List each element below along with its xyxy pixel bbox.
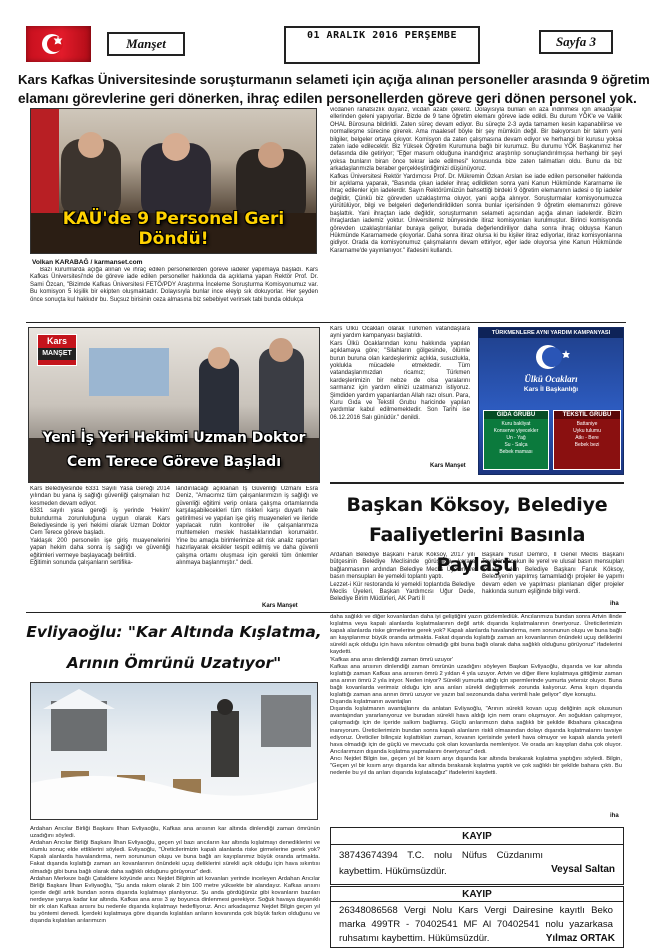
poster-title: TÜRKMENLERE AYNI YARDIM KAMPANYASI — [479, 328, 623, 338]
kau-photo-caption: KAÜ'de 9 Personel Geri Döndü! — [62, 209, 285, 249]
poster-name-2: Kars İl Başkanlığı — [523, 386, 579, 393]
kayip-2-name: Yılmaz ORTAK — [542, 933, 615, 944]
evliyaoglu-title-1: Evliyaoğlu: "Kar Altında Kışlatma, — [26, 623, 322, 641]
page-number — [539, 30, 613, 54]
poster-name-1: Ülkü Ocakları — [524, 374, 578, 384]
main-headline — [18, 70, 650, 108]
poster-gida-box — [483, 410, 549, 470]
koksoy-column-1: Ardahan Belediye Başkanı Faruk Köksoy, 2017 yılı bütçesinin Belediye Meclisinde görüşüldü, karara bağlanmasının ardından Belediye Meclis Üyeleri ve basın mensupları ile yemekli toplantı yaptı. Lezzet-i Kür restoranda ki yemekli toplantıda Belediye Meclis Üyeleri, Başkan Yardımcısı Uğur Dede, Belediye Birim Müdürleri, AK Parti İl — [330, 552, 475, 603]
kayip-2-label: KAYIP — [462, 889, 492, 900]
evliyaoglu-right-column: daha sağlıklı ve diğer kovanlardan daha iyi geliştiğini yazın gözlemlediük. Ancılarımıza bundan sonra Artvin ilinde kışlatma veya kapalı alanlarda kışlatmalarının değil artık dışarıda kışlatmalarının öneriyoruz. Üreticilerimizin kapalı alanlarda riske girmelerine gerek yok? Kapalı alanlarda havalandırma, nem sorununun oluşu ve buna bağlı arı kayıplarımız büyük oranda artmakta. Fakat dışarıda kışlattığı zaman arı kovanlarının önündeki uçuş deliklerini sürekli açık olduğu için hava sıkıntısı olmadığı gibi buna bağlı olarak daha sağlıklı olduğunu görüyoruz" ifadelerini kaydetti. 'Kafkas ana arısı dinlendiği zaman ömrü uzuyor' Kafkas ana arısının dinlendiği zaman ömrünün uzadığını söyleyen Başkan Evliyaoğlu, dışarıda ve kar altında kışlattığı zaman Kafkas ana arısının ömrü 2 yıldan 4 yıla uzuyor. Artvin ve diğer illere kışlatmaya gittiğimiz zaman ana arının ömrü 2 yıla iniyor. Neden iniyor? Sürekli yumurta attığı için spermlerinde yumurta yetersiz oluyor. Buna bağlı kovanlarda verimsiz olduğu için ana arıları sürekli değiştirmek zorunda kalıyoruz. Ama kışın dışarıda kışlattığı zaman ana arının ömrü uzuyor ve yazın bal sezonunda daha verimli hale geliyor" diye konuştu. Dışarıda kışlatmanın avantajları Dışarıda kışlatmanın avantajlarını da anlatan Evliyaoğlu, "Arının sürekli kovan uçuş deliğinin açık olusunun avantajından yararlanıyoruz ve buradan sürekli hava aldığı için nem oranı oluşmuyor. Arı soğuktan çalışmıyor, çalışmadığı için de içeride salkım bağlamış. Güçlü arılarımızın daha sağlıklı bir şekilde ilkbahara çıkacağına inanıyorum. Üreticilerimizin bundan sonra kapalı alanların riskli olmasından dolayı dışarıda kışlatmalarını tavsiye ediyoruz. Üreticiler bilinçsiz kışlattıkları zaman, kovanın içerisinde yeterli hava olmuyor ve kapalı alanda yeterli hava olmadığı için de güçlü ve mevcudu çok olan kovanlarda nemleniyor. Ve orada arı kayıpları daha çok oluyor. Arıcılarımızın dışarıda kışlatma yapmalarını öneriyoruz" dedi. Arıcı Nejdet Bilgin ise, geçen yıl bir kısım arıyı dışarıda kar altında bırakarak kışlatma yaptığını söyledi. Bilgin, "Geçen yıl bir kısım arıyı dışarıda kar altında bırakarak kışlatma yaptık ve çok sağlıklı bir şekilde bahara çıktı. Bu nedenle bu yıl da arıları dışarıda kışlatacağız" ifadelerini kaydetti. — [330, 614, 622, 777]
kayip-2-rule — [331, 901, 623, 902]
poster-gida-title: GIDA GRUBU — [484, 411, 548, 419]
ulku-signature: Kars Manşet — [430, 463, 466, 469]
doktor-photo — [28, 327, 320, 483]
doktor-caption-1: Yeni İş Yeri Hekimi Uzman Doktor — [42, 430, 306, 446]
poster-tekstil-items: Battaniye Uyku tulumu Atkı - Bere Bebek bezi — [573, 421, 601, 448]
crescent-icon — [522, 342, 582, 372]
kau-photo — [30, 108, 317, 254]
kayip-1-name: Veysal Saltan — [551, 864, 615, 875]
kau-body: Bazı kurumlarda açığa alınan ve ihraç edilen personellerden göreve iadeler yapılmaya başladı. Kars Kafkas Üniversitesi'nde de göreve iade edilen personeller hakkında da açıklama yapan Rektör Prof. Dr. Sami Özcan, "Bizimde Kafkas Üniversitesi FETÖ/PDY Araştırma İnceleme Soruşturma Komisyonumuz var. Bu komisyon 5 kişilik bir ekipten oluşmaktadır. Dolayısıyla bunlar ince eleyip sık dokuyorlar. Her şeyden önce sonuçta kul hakkıdır bu. Suçsuz birisinin ceza almasına biz sebebiyet verirsek tabi bunda oldukça — [30, 267, 318, 303]
koksoy-source: iha — [610, 601, 619, 607]
poster-tekstil-title: TEKSTİL GRUBU — [554, 411, 620, 419]
section-label — [107, 32, 185, 56]
kayip-notice-1 — [330, 827, 624, 885]
poster-gida-items: Kuru bakliyat Konserve yiyecekler Un - Yağ Su - Salça Bebek maması — [493, 421, 539, 455]
kars-manset-logo — [37, 334, 77, 366]
crescent-star-icon — [26, 26, 91, 62]
issue-date: 01 ARALIK 2016 PERŞEMBE — [307, 30, 457, 41]
doktor-signature: Kars Manşet — [262, 603, 298, 609]
kau-byline: Volkan KARABAĞ / karmanset.com — [32, 259, 143, 266]
logo-brand-bottom: MANŞET — [38, 348, 76, 360]
kayip-1-rule — [331, 844, 623, 845]
kau-right-column: vicdanen rahatsızlık duyarız, vicdan azabı çekeriz. Dolayısıyla bunları en aza indirilmesi için arkadaşlar ellerinden geleni yapıyorlar. Bizde de 9 tane öğretim elemanı göreve iade edildi. Bu durum YÖK'e ve Valilik OHAL Bürosuna bildirildi. Zaten süreç devam ediyor. Bu süreçte 2-3 ayda tamamen kesin kapanabilirse ve normalleşme sürecine girerek. Ama maalesef böyle bir şey mümkün değil. Bir bakıyorsun bir takım yeni bilgiler, belgeler ortaya çıkıyor. Komisyon da zaten çalışmasına devam ediyor ve herhangi bir kurusu yoksa zaten iade edilecektir. Biz Yüksek Öğretim Kurumuna bağlı bir kurumuz. Bu durumu YÖK Başkanımız her defasında dile getiriyor; "Eğer masum olduğuna inandığınız araştırılıp sonuçlandırılmışsa herhangi bir şeyi yoksa bunların biran önce tekrar iade edilmesi" konusunda bize zaten talimatları oldu. Bunu da biz arkadaşlarımızla beraber gerçekleştirdiğimizi düşünüyoruz. Kafkas Üniversitesi Rektör Yardımcısı Prof. Dr. Mükremin Özkan Arslan ise iade edilen personeller hakkında bir açıklama yaparak, "Basında çıkan iadeler ihraç edildikten sonra yani Kanun Hükmünde Kararname ile ihraç edilenler için iadelerdir. Sayın Rektörümüzün bahsettiği birdeki 9 öğretim elemanının iadesi o tip iadeler değildir, Çünkü biz görevden uzaklaştırma oluyor, yani açığa alınıyor. Soruşturmalar komisyonumuzca yürütülüyor, bilgi ve belgeleri değerlendirildikten sonra bunlar içerisinden 9 öğretim elemanımızı göreve başlattık. Yani ihraçtan iade değildir, soruşturmanın selameti açısından açığa alınan iadelerdir. Bizim ihraçlardan iademiz yoktur. Üniversitemiz bünyesinde itiraz komisyonları kurulmuştur. Birinci komisyonda görevden uzaklaştırılanlar buraya geliyor, burada değerlendiriliyor daha sonra ihraç olduysa Kanun Hükmünde Kararnamede çıkıyorlar. Daha sonra itiraz olursa ki bu kişiler itiraz ediyorlar, itiraz komisyonlarına gidiyor. Orada da komisyonumuz çalışmalarını devam ettiriyor, eğer iade oluyorsa yine Kanun Hükmünde Kararname'de yayınlanıyor." ifadesini kullandı. — [330, 107, 622, 254]
headline-line-1: Kars Kafkas Üniversitesinde soruşturmanın selameti için açığa alınan personeller arasında 9 öğretim — [18, 72, 650, 87]
doktor-column-2: landırılacağı açıklanan İş Güvenliği Uzmanı Esra Deniz, "Amacımız tüm çalışanlarımızın iş sağlığı ve güvenliği eğitimi verip onlara çalışma ortamlarında karşılaşabilecekleri tüm riskleri karşı duyarlı hale getirilmesi ve yapılan işe giriş muayeneleri ve ileride yapılacak rutin kontroller ile çalışanlarımıza muhtemelen meslek hastalıklarından korumaktır. Yine bu amaçla birimlerimize ait risk analiz raporları hazırlayarak eksikler tespit edilmiş ve daha güvenli çalışma ortamı oluşması için gerekli tüm önlemler alınmaya başlanmıştır." dedi. — [176, 486, 318, 567]
koksoy-column-2: Başkanı Yusuf Demirci, İl Genel Meclis Başkanı Tavildün Coşkun ile yerel ve ulusal basın mensupları misafir eden Belediye Başkanı Faruk Köksoy, Belediyenin yapılmış tamamladığı projeler ile yapımı devam eden ve yapılması planlanan diğer projeler hakkında sunum eşliğinde bilgi verdi. — [482, 552, 624, 596]
kayip-1-label: KAYIP — [462, 831, 492, 842]
date-box — [284, 26, 480, 64]
flag — [26, 26, 91, 62]
poster-tekstil-box — [553, 410, 621, 470]
page-number-text: Sayfa 3 — [555, 34, 597, 49]
kayip-2-body: 26348086568 Vergi Nolu Kars Vergi Dairesine kayıtlı Beko marka 499TR - 70402541 MF Al 70402541 nolu yazarkasa ruhsatımı kaybettim. Hükümsüzdür. — [339, 905, 613, 944]
headline-line-2: elamanı görevlerine geri dönerken, ihraç edilen personellerden göreve geri dönen personel yok. — [18, 91, 637, 106]
doktor-column-1: Kars Belediyesinde 6331 Sayılı Yasa Gereği 2014 yılından bu yana iş sağlığı güvenliği çalışmaları hız kesmeden devam ediyor. 6331 sayılı yasa gereği iş yerinde 'Hekim' bulundurma zorunluluğuna uygun olarak Kars Belediyesinde iş yeri hekimi olarak Uzman Doktor Cem Terece göreve başladı. Yaklaşık 200 personelin işe giriş muayenelerini yapan hekim daha sonra iş sağlığı ve güvenliği eğitimleri vermeye başlayacağı belirtildi. Eğitimin sonunda çalışanların sertifika- — [30, 486, 170, 567]
ulku-poster — [478, 327, 624, 475]
evliyaoglu-title-2: Arının Ömrünü Uzatıyor" — [66, 654, 282, 672]
evliyaoglu-headline — [26, 617, 322, 679]
doktor-caption-2: Cem Terece Göreve Başladı — [66, 454, 281, 470]
logo-brand-top: Kars — [46, 336, 67, 346]
evliyaoglu-body: Ardahan Arıcılar Birliği Başkanı İlhan Evliyaoğlu, Kafkas ana arısının kar altında dinlendiği zaman ömrünün uzadığını söyledi. Ardahan Arıcılar Birliği Başkanı İlhan Evliyaoğlu, geçen yıl bazı arıcıların kar altında kışlatmayı denediklerini ve olumlu sonuç elde ettiklerini söyledi. Evliyaoğlu, "Üreticilerimizin kapalı alanlarda riske girmelerine gerek yok? Kapalı alanlarda havalandırma, nem sorununun oluşu ve buna bağlı arı kayıplarımız büyük oranda artmakta. Fakat dışarıda kışlattığı zaman arı kovanlarının önündeki uçuş deliklerini sürekli açık olduğu için hava sıkıntısı olmadığı gibi buna bağlı olarak daha sağlıklı olduğunu görüyoruz" dedi. Ardahan Merkeze bağlı Çataldere köyünde arıcı Nejdet Bilginin ait kovanları yerinde inceleyen Ardahan Arıcılar Birliği Başkanı İlhan Evliyaoğlu, "Şu anda rakım olarak 2 bin 100 metre yüksekte bir alandayız. Kafkas arısını içerde değil artık bundan sonra dışarıda kışlatmayı planlıyoruz. Şu anda gördüğünüz gibi kovanların bazıları nerdeyse yarıya kadar kar altında. Kafkas ana arısı 3 ay boyunca dinlenmesi gerekiyor. Soğuk havaya dayanıklı bir ırk olan Kafkas arısını bu nedenle dışarıda kışlatmayı hedefliyoruz. Arıcı arkadaşımız Nejdet Bilgin geçen yıl bu yöntemi denedi. İçerdeki kışlatmaya göre dışarıda kışlatılan arıların kovanında çok büyük farkın olduğunu ve dışarıda kışlatılan arılarımızın — [30, 826, 320, 925]
ulku-body: Kars Ülkü Ocakları olarak Türkmen vatandaşlara ayni yardım kampanyası başlatıldı. Kars Ülkü Ocaklarından konu hakkında yapılan açıklamaya göre; "Silahların gölgesinde, ölümle burun buruna olan kardeşlerimiz açlıkla, susuzlukla, yoklukla mücadele etmektedir. Tüm vatandaşlarımızdan ricamız; Türkmen kardeşlerimizin bir nebze de olsa yaralarını sarmanız için yardım elinizi uzatmanızı istiyoruz. Şimdiden yardım yapanlardan Allah razı olsun. Para, Kuru Gıda ve Tekstil Grubu haricinde yapılan yardımlar kabul edilmemektedir. Son Tarihi ise 06.12.2016 Salı günüdür." denildi. — [330, 326, 470, 421]
kayip-notice-2 — [330, 886, 624, 948]
koksoy-title-1: Başkan Köksoy, Belediye — [346, 494, 608, 516]
koksoy-title-2: Faaliyetlerini Basınla Paylaştı — [368, 524, 585, 576]
evliyaoglu-source: iha — [610, 813, 619, 819]
divider — [26, 612, 626, 613]
kayip-1-body: 38743674394 T.C. nolu Nüfus Cüzdanımı kaybettim. Hükümsüzdür. — [339, 850, 543, 877]
evliyaoglu-photo-image — [31, 683, 318, 820]
section-label-text: Manşet — [126, 36, 166, 51]
evliyaoglu-photo — [30, 682, 318, 820]
divider — [26, 322, 626, 323]
